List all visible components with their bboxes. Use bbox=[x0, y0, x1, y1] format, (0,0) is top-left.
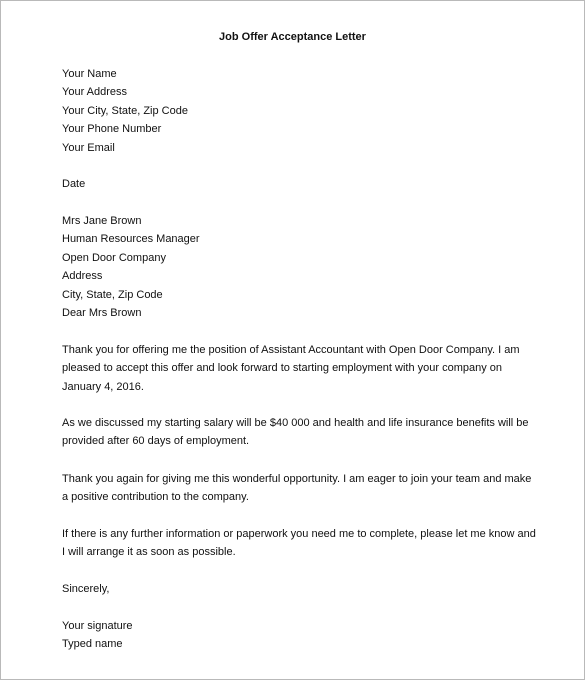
sender-name: Your Name bbox=[62, 68, 117, 80]
recipient-title: Human Resources Manager bbox=[62, 233, 200, 246]
recipient-company: Open Door Company bbox=[62, 251, 166, 264]
sender-email: Your Email bbox=[62, 141, 115, 154]
body-paragraph-3 bbox=[62, 470, 540, 507]
body-paragraph-1 bbox=[62, 341, 540, 396]
letter-title: Job Offer Acceptance Letter bbox=[219, 31, 366, 43]
typed-name: Typed name bbox=[62, 638, 123, 651]
salutation: Dear Mrs Brown bbox=[62, 306, 142, 319]
body-paragraph-2 bbox=[62, 414, 540, 451]
body-paragraph-4 bbox=[62, 525, 540, 562]
paragraph-text: Thank you again for giving me this wonderful opportunity. I am eager to join your team and make a positive contribution to the company. bbox=[62, 473, 532, 504]
signature-line: Your signature bbox=[62, 620, 133, 632]
date-block bbox=[62, 175, 540, 193]
signature-block bbox=[62, 617, 540, 654]
recipient-city: City, State, Zip Code bbox=[62, 288, 163, 301]
recipient-name: Mrs Jane Brown bbox=[62, 215, 142, 227]
closing-block bbox=[62, 580, 540, 598]
recipient-address: Address bbox=[62, 270, 103, 283]
paragraph-text: Thank you for offering me the position of Assistant Accountant with Open Door Company. I am pleased to accept this offer and look forward to starting employment with your company on January 4, 2016. bbox=[62, 344, 520, 393]
sender-block bbox=[62, 65, 540, 157]
paragraph-text: As we discussed my starting salary will be $40 000 and health and life insurance benefits will be provided after 60 days of employment. bbox=[62, 417, 529, 448]
paragraph-text: If there is any further information or paperwork you need me to complete, please let me know and I will arrange it as soon as possible. bbox=[62, 528, 536, 559]
closing: Sincerely, bbox=[62, 583, 110, 595]
sender-address: Your Address bbox=[62, 86, 128, 99]
sender-city: Your City, State, Zip Code bbox=[62, 104, 188, 117]
letter-date: Date bbox=[62, 178, 86, 190]
sender-phone: Your Phone Number bbox=[62, 123, 162, 136]
recipient-block bbox=[62, 212, 540, 322]
